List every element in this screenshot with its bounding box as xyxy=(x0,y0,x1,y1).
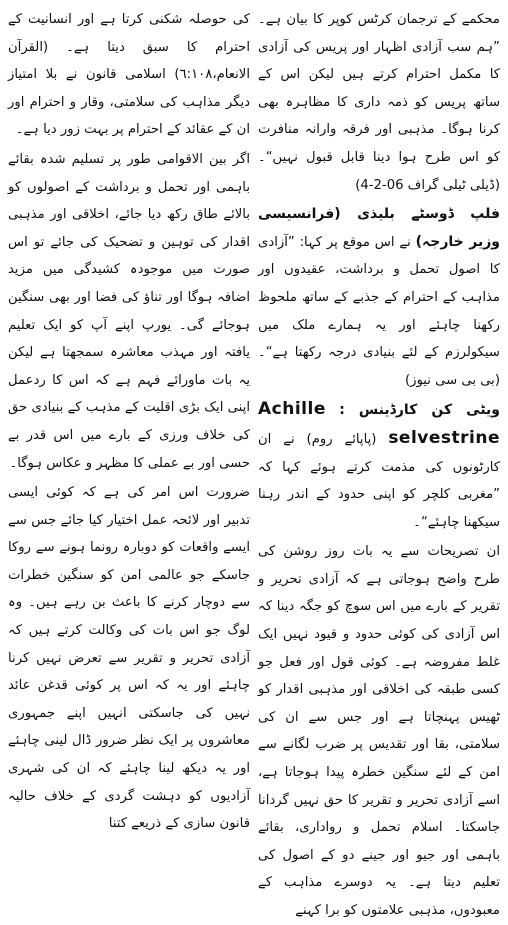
latin-name: selvestrine xyxy=(388,427,500,448)
left-column xyxy=(8,6,250,832)
paragraph: ضرورت اس امر کی ہے کہ کوئی ایسی تدبیر اور لائحہ عمل اختیار کیا جائے جس سے ایسے واقعات کو دوبارہ رونما ہونے سے روکا جاسکے جو عالمی امن کو سنگین خطرات سے دوچار کرنے کا باعث بن رہے ہیں۔ وہ لوگ جو اس بات کی وکالت کرتے ہیں کہ آزادی تحریر و تقریر سے تعرض نہیں کرنا چاہئے اور یہ کہ اس پر کوئی قدغن عائد نہیں کی جاسکتی انہیں اپنے جمہوری معاشروں پر ایک نظر ضرور ڈال لینی چاہئے اور یہ دیکھ لینا چاہئے کہ ان کی شہری آزادیوں کو دہشت گردی کے خلاف حالیہ قانون سازی کے ذریعے کتنا xyxy=(8,485,250,832)
speaker-heading: فلپ ڈوسٹے بلیذی (فرانسیسی وزیر خارجہ) xyxy=(258,206,500,250)
paragraph-text: نے اس موقع پر کہا: ”آزادی کا اصول تحمل و برداشت، عقیدوں اور مذاہب کے احترام کے جذبے کے ساتھ ملحوظ رکھنا چاہئے اور یہ ہمارے ملک میں سیکولرزم کے لئے بنیادی درجہ رکھتا ہے“۔ (بی بی سی نیوز) xyxy=(258,234,500,388)
paragraph xyxy=(258,201,500,394)
paragraph xyxy=(258,396,500,536)
paragraph: کی حوصلہ شکنی کرتا ہے اور انسانیت کے احترام کا سبق دیتا ہے۔ (القرآن الانعام،٦:۱۰۸) اسلامی قانون نے بلا امتیاز دیگر مذاہب کی سلامتی، وقار و احترام اور ان کے عقائد کے احترام پر بہت زور دیا ہے۔ xyxy=(8,12,250,138)
right-column xyxy=(258,6,500,918)
speaker-heading: ویٹی کن کارڈینس : xyxy=(339,402,500,419)
latin-name: Achille xyxy=(258,399,326,420)
paragraph-text: (پاپائے روم) نے ان کارٹونوں کی مذمت کرتے ہوئے کہا کہ ”مغربی کلچر کو اپنی حدود کے اندر رہنا سیکھنا چاہئے“۔ xyxy=(258,431,500,530)
paragraph: اگر بین الاقوامی طور پر تسلیم شدہ بقائے باہمی اور تحمل و برداشت کے اصولوں کو بالائے طاق رکھ دیا جائے، اخلاقی اور مذہبی اقدار کی توہین و تضحیک کی جائے تو اس صورت میں موجودہ کشیدگی میں مزید اضافہ ہوگا اور تناؤ کی فضا اور بھی سنگین ہوجائے گی۔ یورپ اپنے آپ کو ایک تعلیم یافتہ اور مہذب معاشرہ سمجھتا ہے لیکن یہ بات ماورائے فہم ہے کہ اس کا ردعمل اپنی ایک بڑی اقلیت کے مذہب کے بنیادی حق کی خلاف ورزی کے بارے میں اس قدر بے حسی اور بے عملی کا مظہر و عکاس ہوگا۔ xyxy=(8,151,250,471)
paragraph: ان تصریحات سے یہ بات روز روشن کی طرح واضح ہوجاتی ہے کہ آزادی تحریر و تقریر کے بارے میں اس سوچ کو جگہ دینا کہ اس آزادی کی کوئی حدود و قیود نہیں ایک غلط مفروضہ ہے۔ کوئی قول اور فعل جو کسی طبقہ کی اخلاقی اور مذہبی اقدار کو ٹھیس پہنچاتا ہے اور جس سے ان کی سلامتی، بقا اور تقدیس پر ضرب لگانے سے امن کے لئے سنگین خطرہ پیدا ہوجاتا ہے، اسے آزادی تحریر و تقریر کا حق نہیں گردانا جاسکتا۔ اسلام تحمل و رواداری، بقائے باہمی اور جیو اور جینے دو کے اصول کی تعلیم دیتا ہے۔ یہ دوسرے مذاہب کے معبودوں، مذہبی علامتوں کو برا کہنے xyxy=(258,544,500,918)
paragraph: محکمے کے ترجمان کرٹس کوپر کا بیان ہے۔ ”ہم سب آزادی اظہار اور پریس کی آزادی کا مکمل احترام کرتے ہیں لیکن اس کے ساتھ پریس کو ذمہ داری کا مظاہرہ بھی کرنا ہوگا۔ مذہبی اور فرقہ وارانہ منافرت کو اس طرح ہوا دینا قابل قبول نہیں“۔ (ڈیلی ٹیلی گراف 06-2-4) xyxy=(258,12,500,193)
